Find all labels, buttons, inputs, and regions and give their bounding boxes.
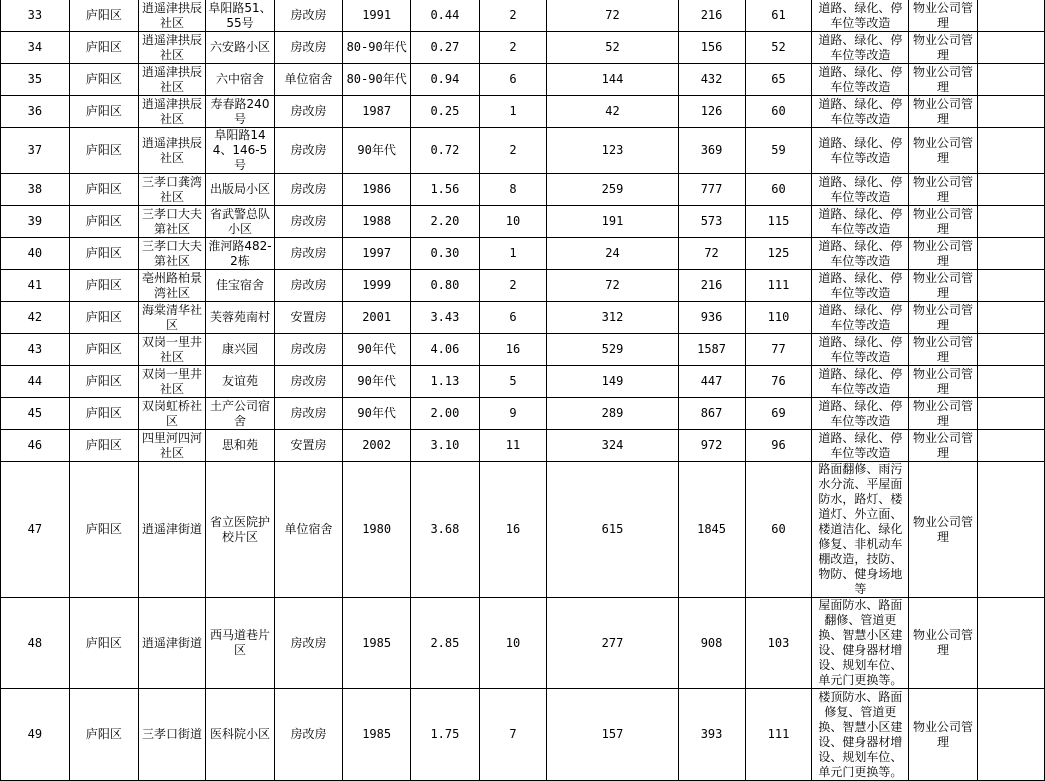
type-cell: 房改房: [274, 598, 342, 689]
year-cell: 90年代: [343, 128, 411, 174]
empty-cell: [977, 0, 1044, 32]
type-cell: 单位宿舍: [274, 64, 342, 96]
buildings-cell: 7: [479, 689, 547, 781]
type-cell: 房改房: [274, 689, 342, 781]
content-cell: 道路、绿化、停车位等改造: [812, 366, 909, 398]
management-cell: 物业公司管理: [909, 96, 977, 128]
row-number-cell: 45: [1, 398, 70, 430]
score-cell: 60: [745, 96, 812, 128]
district-cell: 庐阳区: [69, 206, 138, 238]
table-row: [1, 270, 1045, 302]
community-cell: 逍遥津拱辰社区: [138, 128, 205, 174]
households-cell: 277: [547, 598, 678, 689]
type-cell: 房改房: [274, 96, 342, 128]
year-cell: 90年代: [343, 398, 411, 430]
table-row: [1, 398, 1045, 430]
district-cell: 庐阳区: [69, 398, 138, 430]
households-cell: 157: [547, 689, 678, 781]
score-cell: 60: [745, 174, 812, 206]
households-cell: 72: [547, 270, 678, 302]
buildings-cell: 9: [479, 398, 547, 430]
score-cell: 125: [745, 238, 812, 270]
score-cell: 76: [745, 366, 812, 398]
content-cell: 道路、绿化、停车位等改造: [812, 64, 909, 96]
people-cell: 867: [678, 398, 745, 430]
people-cell: 216: [678, 0, 745, 32]
project-cell: 思和苑: [206, 430, 275, 462]
buildings-cell: 6: [479, 64, 547, 96]
row-number-cell: 39: [1, 206, 70, 238]
district-cell: 庐阳区: [69, 238, 138, 270]
community-cell: 逍遥津拱辰社区: [138, 96, 205, 128]
score-cell: 96: [745, 430, 812, 462]
table-row: [1, 174, 1045, 206]
buildings-cell: 10: [479, 206, 547, 238]
content-cell: 道路、绿化、停车位等改造: [812, 32, 909, 64]
year-cell: 1985: [343, 689, 411, 781]
row-number-cell: 38: [1, 174, 70, 206]
row-number-cell: 34: [1, 32, 70, 64]
row-number-cell: 49: [1, 689, 70, 781]
people-cell: 393: [678, 689, 745, 781]
table-row: [1, 128, 1045, 174]
households-cell: 72: [547, 0, 678, 32]
households-cell: 312: [547, 302, 678, 334]
management-cell: 物业公司管理: [909, 598, 977, 689]
district-cell: 庐阳区: [69, 598, 138, 689]
people-cell: 156: [678, 32, 745, 64]
area-cell: 2.00: [411, 398, 479, 430]
empty-cell: [977, 398, 1044, 430]
empty-cell: [977, 334, 1044, 366]
table-row: [1, 64, 1045, 96]
score-cell: 103: [745, 598, 812, 689]
project-cell: 康兴园: [206, 334, 275, 366]
people-cell: 777: [678, 174, 745, 206]
district-cell: 庐阳区: [69, 96, 138, 128]
empty-cell: [977, 238, 1044, 270]
project-cell: 省武警总队小区: [206, 206, 275, 238]
people-cell: 432: [678, 64, 745, 96]
table-row: [1, 334, 1045, 366]
year-cell: 1999: [343, 270, 411, 302]
community-cell: 三孝口龚湾社区: [138, 174, 205, 206]
score-cell: 115: [745, 206, 812, 238]
management-cell: 物业公司管理: [909, 206, 977, 238]
year-cell: 1985: [343, 598, 411, 689]
row-number-cell: 41: [1, 270, 70, 302]
table-row: [1, 302, 1045, 334]
content-cell: 道路、绿化、停车位等改造: [812, 334, 909, 366]
district-cell: 庐阳区: [69, 32, 138, 64]
management-cell: 物业公司管理: [909, 128, 977, 174]
type-cell: 安置房: [274, 430, 342, 462]
district-cell: 庐阳区: [69, 302, 138, 334]
buildings-cell: 16: [479, 334, 547, 366]
community-cell: 逍遥津街道: [138, 462, 205, 598]
people-cell: 1845: [678, 462, 745, 598]
row-number-cell: 44: [1, 366, 70, 398]
project-cell: 寿春路240号: [206, 96, 275, 128]
row-number-cell: 42: [1, 302, 70, 334]
buildings-cell: 5: [479, 366, 547, 398]
district-cell: 庐阳区: [69, 689, 138, 781]
area-cell: 0.44: [411, 0, 479, 32]
community-cell: 四里河四河社区: [138, 430, 205, 462]
people-cell: 216: [678, 270, 745, 302]
year-cell: 1997: [343, 238, 411, 270]
table-row: [1, 206, 1045, 238]
community-cell: 逍遥津拱辰社区: [138, 32, 205, 64]
community-cell: 逍遥津街道: [138, 598, 205, 689]
community-cell: 海棠清华社区: [138, 302, 205, 334]
area-cell: 1.75: [411, 689, 479, 781]
households-cell: 52: [547, 32, 678, 64]
year-cell: 1986: [343, 174, 411, 206]
area-cell: 3.43: [411, 302, 479, 334]
households-cell: 191: [547, 206, 678, 238]
project-cell: 六安路小区: [206, 32, 275, 64]
area-cell: 0.30: [411, 238, 479, 270]
row-number-cell: 40: [1, 238, 70, 270]
project-cell: 阜阳路144、146-5号: [206, 128, 275, 174]
management-cell: 物业公司管理: [909, 366, 977, 398]
table-body: [1, 0, 1045, 781]
households-cell: 529: [547, 334, 678, 366]
management-cell: 物业公司管理: [909, 334, 977, 366]
table-row: [1, 462, 1045, 598]
households-cell: 144: [547, 64, 678, 96]
type-cell: 房改房: [274, 0, 342, 32]
year-cell: 90年代: [343, 366, 411, 398]
buildings-cell: 2: [479, 32, 547, 64]
community-cell: 逍遥津拱辰社区: [138, 0, 205, 32]
empty-cell: [977, 302, 1044, 334]
buildings-cell: 10: [479, 598, 547, 689]
content-cell: 屋面防水、路面翻修、管道更换、智慧小区建设、健身器材增设、规划车位、单元门更换等。: [812, 598, 909, 689]
content-cell: 道路、绿化、停车位等改造: [812, 96, 909, 128]
empty-cell: [977, 206, 1044, 238]
empty-cell: [977, 64, 1044, 96]
management-cell: 物业公司管理: [909, 270, 977, 302]
people-cell: 447: [678, 366, 745, 398]
buildings-cell: 2: [479, 270, 547, 302]
project-cell: 佳宝宿舍: [206, 270, 275, 302]
year-cell: 2001: [343, 302, 411, 334]
community-cell: 双岗一里井社区: [138, 366, 205, 398]
management-cell: 物业公司管理: [909, 398, 977, 430]
type-cell: 房改房: [274, 270, 342, 302]
score-cell: 111: [745, 689, 812, 781]
community-cell: 三孝口街道: [138, 689, 205, 781]
year-cell: 1991: [343, 0, 411, 32]
people-cell: 936: [678, 302, 745, 334]
type-cell: 房改房: [274, 206, 342, 238]
households-cell: 42: [547, 96, 678, 128]
score-cell: 52: [745, 32, 812, 64]
project-cell: 六中宿舍: [206, 64, 275, 96]
project-cell: 西马道巷片区: [206, 598, 275, 689]
community-cell: 双岗一里井社区: [138, 334, 205, 366]
type-cell: 房改房: [274, 334, 342, 366]
empty-cell: [977, 270, 1044, 302]
empty-cell: [977, 462, 1044, 598]
year-cell: 90年代: [343, 334, 411, 366]
type-cell: 房改房: [274, 398, 342, 430]
management-cell: 物业公司管理: [909, 238, 977, 270]
area-cell: 1.13: [411, 366, 479, 398]
score-cell: 110: [745, 302, 812, 334]
type-cell: 房改房: [274, 128, 342, 174]
table-row: [1, 430, 1045, 462]
score-cell: 60: [745, 462, 812, 598]
people-cell: 908: [678, 598, 745, 689]
project-cell: 出版局小区: [206, 174, 275, 206]
type-cell: 房改房: [274, 366, 342, 398]
district-cell: 庐阳区: [69, 334, 138, 366]
management-cell: 物业公司管理: [909, 462, 977, 598]
community-cell: 逍遥津拱辰社区: [138, 64, 205, 96]
project-cell: 芙蓉苑南村: [206, 302, 275, 334]
management-cell: 物业公司管理: [909, 689, 977, 781]
community-cell: 三孝口大夫第社区: [138, 206, 205, 238]
content-cell: 道路、绿化、停车位等改造: [812, 430, 909, 462]
table-row: [1, 689, 1045, 781]
year-cell: 1988: [343, 206, 411, 238]
people-cell: 72: [678, 238, 745, 270]
empty-cell: [977, 32, 1044, 64]
district-cell: 庐阳区: [69, 0, 138, 32]
row-number-cell: 36: [1, 96, 70, 128]
row-number-cell: 33: [1, 0, 70, 32]
district-cell: 庐阳区: [69, 366, 138, 398]
score-cell: 59: [745, 128, 812, 174]
area-cell: 0.25: [411, 96, 479, 128]
row-number-cell: 46: [1, 430, 70, 462]
type-cell: 安置房: [274, 302, 342, 334]
table-row: [1, 366, 1045, 398]
people-cell: 126: [678, 96, 745, 128]
area-cell: 0.72: [411, 128, 479, 174]
households-cell: 324: [547, 430, 678, 462]
buildings-cell: 1: [479, 238, 547, 270]
district-cell: 庐阳区: [69, 64, 138, 96]
buildings-cell: 8: [479, 174, 547, 206]
households-cell: 24: [547, 238, 678, 270]
area-cell: 0.94: [411, 64, 479, 96]
content-cell: 楼顶防水、路面修复、管道更换、智慧小区建设、健身器材增设、规划车位、单元门更换等。: [812, 689, 909, 781]
people-cell: 573: [678, 206, 745, 238]
content-cell: 道路、绿化、停车位等改造: [812, 302, 909, 334]
community-cell: 三孝口大夫第社区: [138, 238, 205, 270]
district-cell: 庐阳区: [69, 174, 138, 206]
score-cell: 61: [745, 0, 812, 32]
empty-cell: [977, 689, 1044, 781]
empty-cell: [977, 96, 1044, 128]
area-cell: 3.68: [411, 462, 479, 598]
area-cell: 4.06: [411, 334, 479, 366]
table-row: [1, 598, 1045, 689]
empty-cell: [977, 174, 1044, 206]
row-number-cell: 43: [1, 334, 70, 366]
district-cell: 庐阳区: [69, 270, 138, 302]
management-cell: 物业公司管理: [909, 302, 977, 334]
content-cell: 道路、绿化、停车位等改造: [812, 398, 909, 430]
project-cell: 淮河路482-2栋: [206, 238, 275, 270]
buildings-cell: 16: [479, 462, 547, 598]
project-cell: 省立医院护校片区: [206, 462, 275, 598]
management-cell: 物业公司管理: [909, 0, 977, 32]
year-cell: 2002: [343, 430, 411, 462]
content-cell: 道路、绿化、停车位等改造: [812, 174, 909, 206]
area-cell: 2.85: [411, 598, 479, 689]
type-cell: 房改房: [274, 174, 342, 206]
empty-cell: [977, 430, 1044, 462]
table-row: [1, 0, 1045, 32]
project-cell: 友谊苑: [206, 366, 275, 398]
type-cell: 房改房: [274, 238, 342, 270]
table-row: [1, 238, 1045, 270]
empty-cell: [977, 598, 1044, 689]
project-cell: 阜阳路51、55号: [206, 0, 275, 32]
project-cell: 医科院小区: [206, 689, 275, 781]
area-cell: 3.10: [411, 430, 479, 462]
score-cell: 111: [745, 270, 812, 302]
buildings-cell: 2: [479, 128, 547, 174]
management-cell: 物业公司管理: [909, 64, 977, 96]
content-cell: 道路、绿化、停车位等改造: [812, 238, 909, 270]
buildings-cell: 2: [479, 0, 547, 32]
empty-cell: [977, 128, 1044, 174]
type-cell: 房改房: [274, 32, 342, 64]
households-cell: 149: [547, 366, 678, 398]
content-cell: 路面翻修、雨污水分流、平屋面防水，路灯、楼道灯、外立面、楼道洁化、绿化修复、非机动车棚改造，技防、物防、健身场地等: [812, 462, 909, 598]
content-cell: 道路、绿化、停车位等改造: [812, 270, 909, 302]
area-cell: 1.56: [411, 174, 479, 206]
district-cell: 庐阳区: [69, 128, 138, 174]
score-cell: 65: [745, 64, 812, 96]
community-cell: 双岗虹桥社区: [138, 398, 205, 430]
community-cell: 亳州路柏景湾社区: [138, 270, 205, 302]
people-cell: 369: [678, 128, 745, 174]
district-cell: 庐阳区: [69, 430, 138, 462]
score-cell: 77: [745, 334, 812, 366]
table-row: [1, 32, 1045, 64]
district-cell: 庐阳区: [69, 462, 138, 598]
year-cell: 1980: [343, 462, 411, 598]
area-cell: 0.80: [411, 270, 479, 302]
buildings-cell: 11: [479, 430, 547, 462]
people-cell: 972: [678, 430, 745, 462]
empty-cell: [977, 366, 1044, 398]
type-cell: 单位宿舍: [274, 462, 342, 598]
table-row: [1, 96, 1045, 128]
households-cell: 289: [547, 398, 678, 430]
row-number-cell: 48: [1, 598, 70, 689]
content-cell: 道路、绿化、停车位等改造: [812, 128, 909, 174]
households-cell: 615: [547, 462, 678, 598]
row-number-cell: 35: [1, 64, 70, 96]
content-cell: 道路、绿化、停车位等改造: [812, 0, 909, 32]
project-cell: 土产公司宿舍: [206, 398, 275, 430]
households-cell: 259: [547, 174, 678, 206]
content-cell: 道路、绿化、停车位等改造: [812, 206, 909, 238]
buildings-cell: 1: [479, 96, 547, 128]
management-cell: 物业公司管理: [909, 430, 977, 462]
area-cell: 0.27: [411, 32, 479, 64]
area-cell: 2.20: [411, 206, 479, 238]
year-cell: 1987: [343, 96, 411, 128]
buildings-cell: 6: [479, 302, 547, 334]
row-number-cell: 47: [1, 462, 70, 598]
year-cell: 80-90年代: [343, 64, 411, 96]
people-cell: 1587: [678, 334, 745, 366]
households-cell: 123: [547, 128, 678, 174]
management-cell: 物业公司管理: [909, 174, 977, 206]
management-cell: 物业公司管理: [909, 32, 977, 64]
year-cell: 80-90年代: [343, 32, 411, 64]
row-number-cell: 37: [1, 128, 70, 174]
score-cell: 69: [745, 398, 812, 430]
